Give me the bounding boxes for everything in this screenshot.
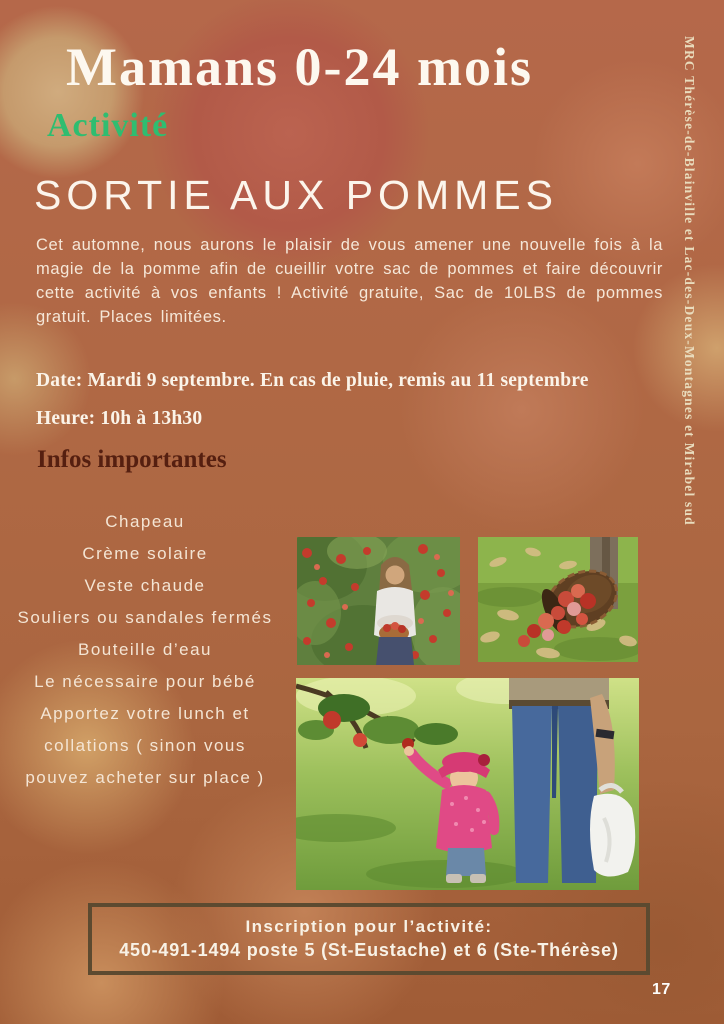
time-line: Heure: 10h à 13h30: [36, 408, 203, 429]
checklist-item: Souliers ou sandales fermés: [17, 608, 273, 627]
registration-phone: 450-491-1494 poste 5 (St-Eustache) et 6 (Ste-Thérèse): [119, 940, 619, 960]
checklist-item: Chapeau: [105, 512, 185, 531]
activity-category-label: Activité: [47, 107, 169, 144]
page-number: 17: [652, 981, 671, 998]
registration-title: Inscription pour l’activité:: [245, 917, 493, 936]
apple-basket-illustration: [478, 537, 638, 662]
region-sidebar-text: MRC Thérèse-de-Blainville et Lac-des-Deux-Montagnes et Mirabel sud: [682, 36, 697, 526]
checklist-item: Crème solaire: [82, 544, 208, 563]
photo-apple-basket: [478, 537, 638, 662]
audience-title: Mamans 0-24 mois: [66, 37, 533, 97]
woman-skirt: [376, 637, 414, 665]
page-title: SORTIE AUX POMMES: [34, 172, 558, 218]
activity-description: Cet automne, nous aurons le plaisir de vous amener une nouvelle fois à la magie de la pomme afin de cueillir votre sac de pommes et faire découvrir cette activité à vos enfants ! Activité gratuite, Sac de 10LBS de pommes gratuit. Places limitées.: [36, 236, 663, 326]
orchard-woman-illustration: [297, 537, 460, 665]
checklist: [10, 506, 280, 794]
infos-heading: Infos importantes: [37, 446, 227, 473]
registration-box: [88, 903, 650, 975]
date-line: Date: Mardi 9 septembre. En cas de pluie, remis au 11 septembre: [36, 370, 589, 391]
toddler-orchard-illustration: [296, 678, 639, 890]
checklist-item: Bouteille d’eau: [77, 640, 213, 659]
checklist-item: Le nécessaire pour bébé: [34, 672, 256, 691]
checklist-item: Apportez votre lunch et collations ( sinon vous pouvez acheter sur place ): [25, 704, 265, 787]
photo-toddler-orchard: [296, 678, 639, 890]
checklist-item: Veste chaude: [84, 576, 206, 595]
photo-orchard-woman: [297, 537, 460, 665]
